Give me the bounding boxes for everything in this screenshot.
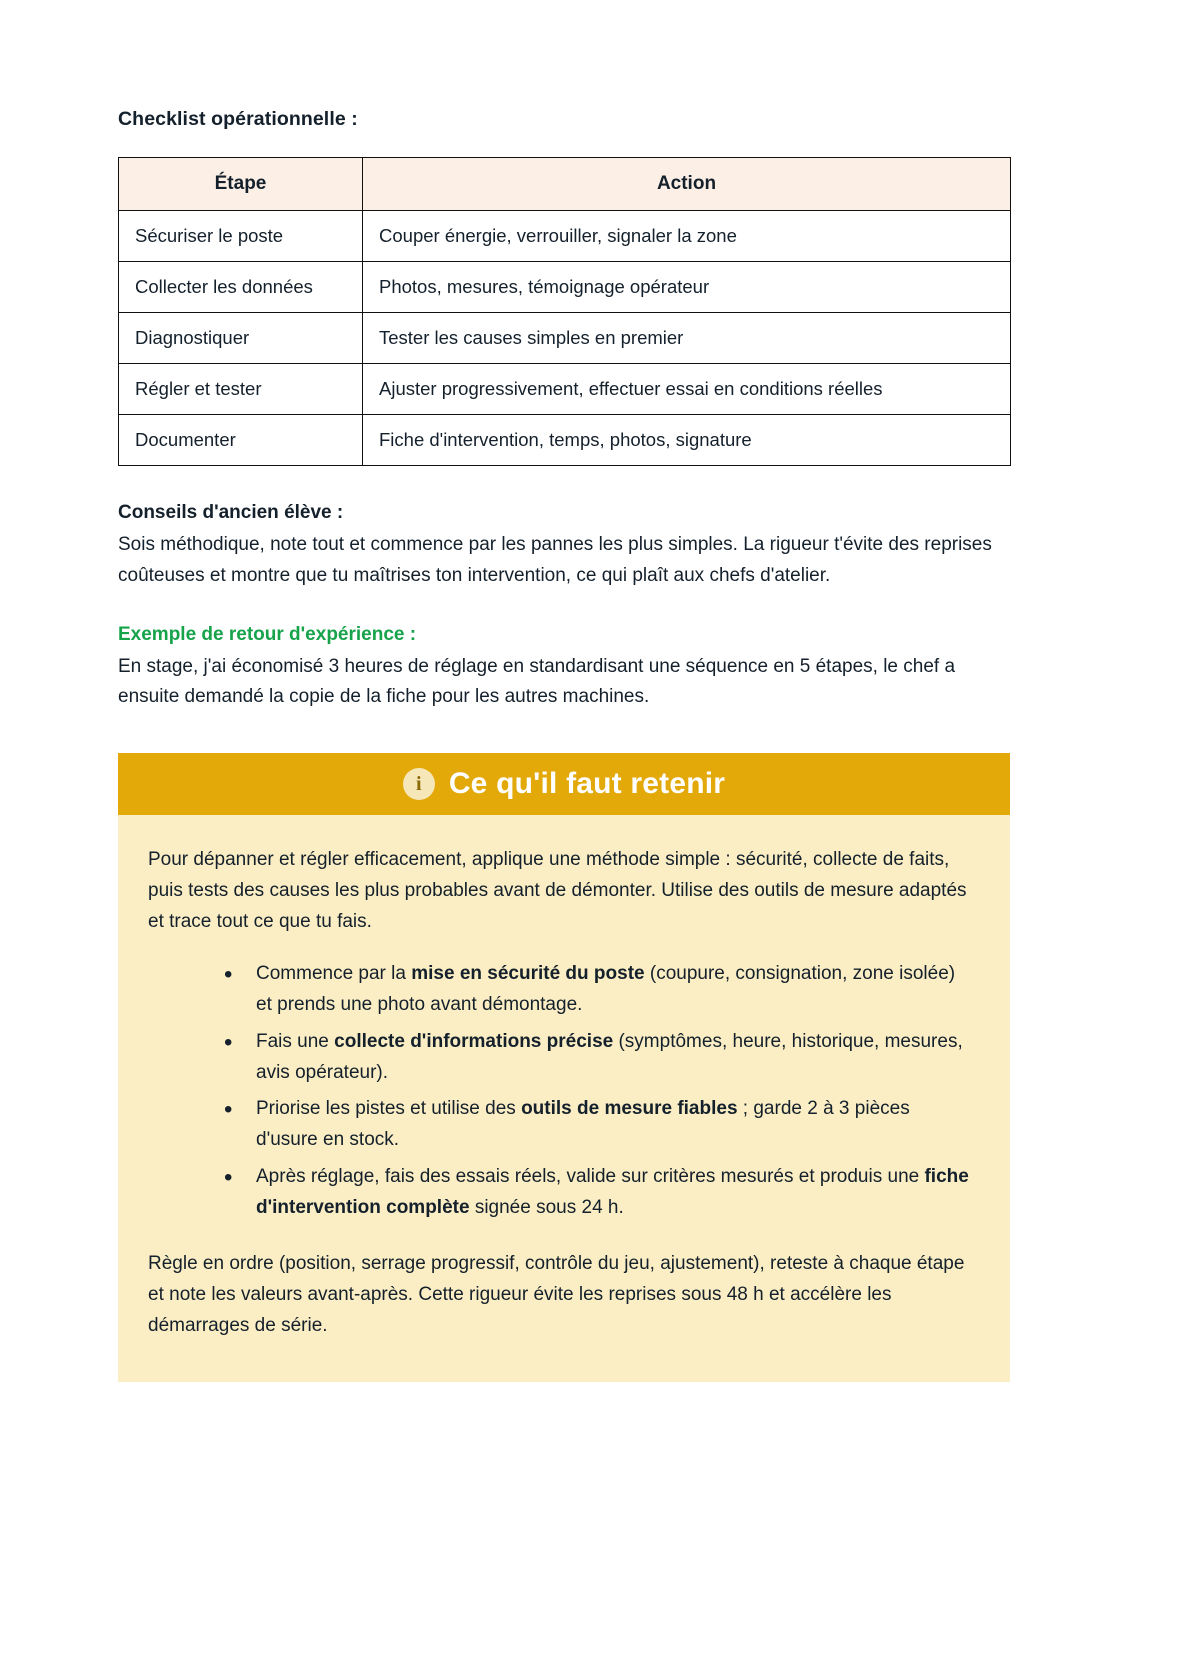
table-row <box>119 262 1011 313</box>
callout-header <box>118 753 1010 815</box>
bullet-pre: Priorise les pistes et utilise des <box>256 1098 522 1120</box>
table-row <box>119 364 1011 415</box>
experience-heading: Exemple de retour d'expérience : <box>118 623 417 645</box>
cell-etape: Sécuriser le poste <box>119 211 363 262</box>
cell-etape: Régler et tester <box>119 364 363 415</box>
checklist-table <box>118 157 1011 466</box>
table-row <box>119 313 1011 364</box>
column-header-etape: Étape <box>119 158 363 211</box>
callout-intro: Pour dépanner et régler efficacement, applique une méthode simple : sécurité, collecte de faits, puis tests des causes les plus probables avant de démonter. Utilise des outils de mesure adaptés et trace tout ce que tu fais. <box>148 849 967 932</box>
list-item <box>256 1027 976 1089</box>
cell-etape: Documenter <box>119 415 363 466</box>
list-item <box>256 1094 976 1156</box>
cell-action: Ajuster progressivement, effectuer essai en conditions réelles <box>363 364 1011 415</box>
table-row <box>119 415 1011 466</box>
bullet-strong: fiche d'intervention complète <box>256 1165 969 1218</box>
bullet-pre: Après réglage, fais des essais réels, valide sur critères mesurés et produis une <box>256 1165 925 1187</box>
cell-action: Photos, mesures, témoignage opérateur <box>363 262 1011 313</box>
bullet-strong: collecte d'informations précise <box>334 1030 614 1052</box>
bullet-strong: mise en sécurité du poste <box>411 963 645 985</box>
bullet-post: signée sous 24 h. <box>469 1196 624 1218</box>
key-takeaway-callout <box>118 753 1010 1382</box>
callout-title: Ce qu'il faut retenir <box>448 767 726 801</box>
cell-etape: Diagnostiquer <box>119 313 363 364</box>
bullet-pre: Commence par la <box>256 963 412 985</box>
column-header-action: Action <box>363 158 1011 211</box>
cell-action: Fiche d'intervention, temps, photos, signature <box>363 415 1011 466</box>
advice-block <box>118 502 1082 592</box>
callout-bullet-list <box>148 959 976 1223</box>
callout-closing: Règle en ordre (position, serrage progressif, contrôle du jeu, ajustement), reteste à chaque étape et note les valeurs avant-après. Cette rigueur évite les reprises sous 48 h et accélère les démarrages de série. <box>148 1253 965 1337</box>
experience-block <box>118 624 1082 714</box>
bullet-post: (symptômes, heure, historique, mesures, avis opérateur). <box>256 1030 963 1083</box>
bullet-post: ; garde 2 à 3 pièces d'usure en stock. <box>256 1098 910 1151</box>
callout-body <box>118 815 1010 1382</box>
list-item <box>256 959 976 1021</box>
table-row <box>119 211 1011 262</box>
advice-heading: Conseils d'ancien élève : <box>118 502 344 523</box>
experience-text: En stage, j'ai économisé 3 heures de réglage en standardisant une séquence en 5 étapes, le chef a ensuite demandé la copie de la fiche pour les autres machines. <box>118 655 956 708</box>
cell-action: Tester les causes simples en premier <box>363 313 1011 364</box>
table-header-row <box>119 158 1011 211</box>
info-icon: i <box>403 768 435 800</box>
advice-text: Sois méthodique, note tout et commence par les pannes les plus simples. La rigueur t'évite des reprises coûteuses et montre que tu maîtrises ton intervention, ce qui plaît aux chefs d'atelier. <box>118 534 992 586</box>
bullet-strong: outils de mesure fiables <box>521 1098 738 1120</box>
list-item <box>256 1162 976 1224</box>
bullet-post: (coupure, consignation, zone isolée) et prends une photo avant démontage. <box>256 963 956 1016</box>
cell-action: Couper énergie, verrouiller, signaler la zone <box>363 211 1011 262</box>
checklist-heading: Checklist opérationnelle : <box>118 108 358 130</box>
bullet-pre: Fais une <box>256 1030 335 1052</box>
cell-etape: Collecter les données <box>119 262 363 313</box>
